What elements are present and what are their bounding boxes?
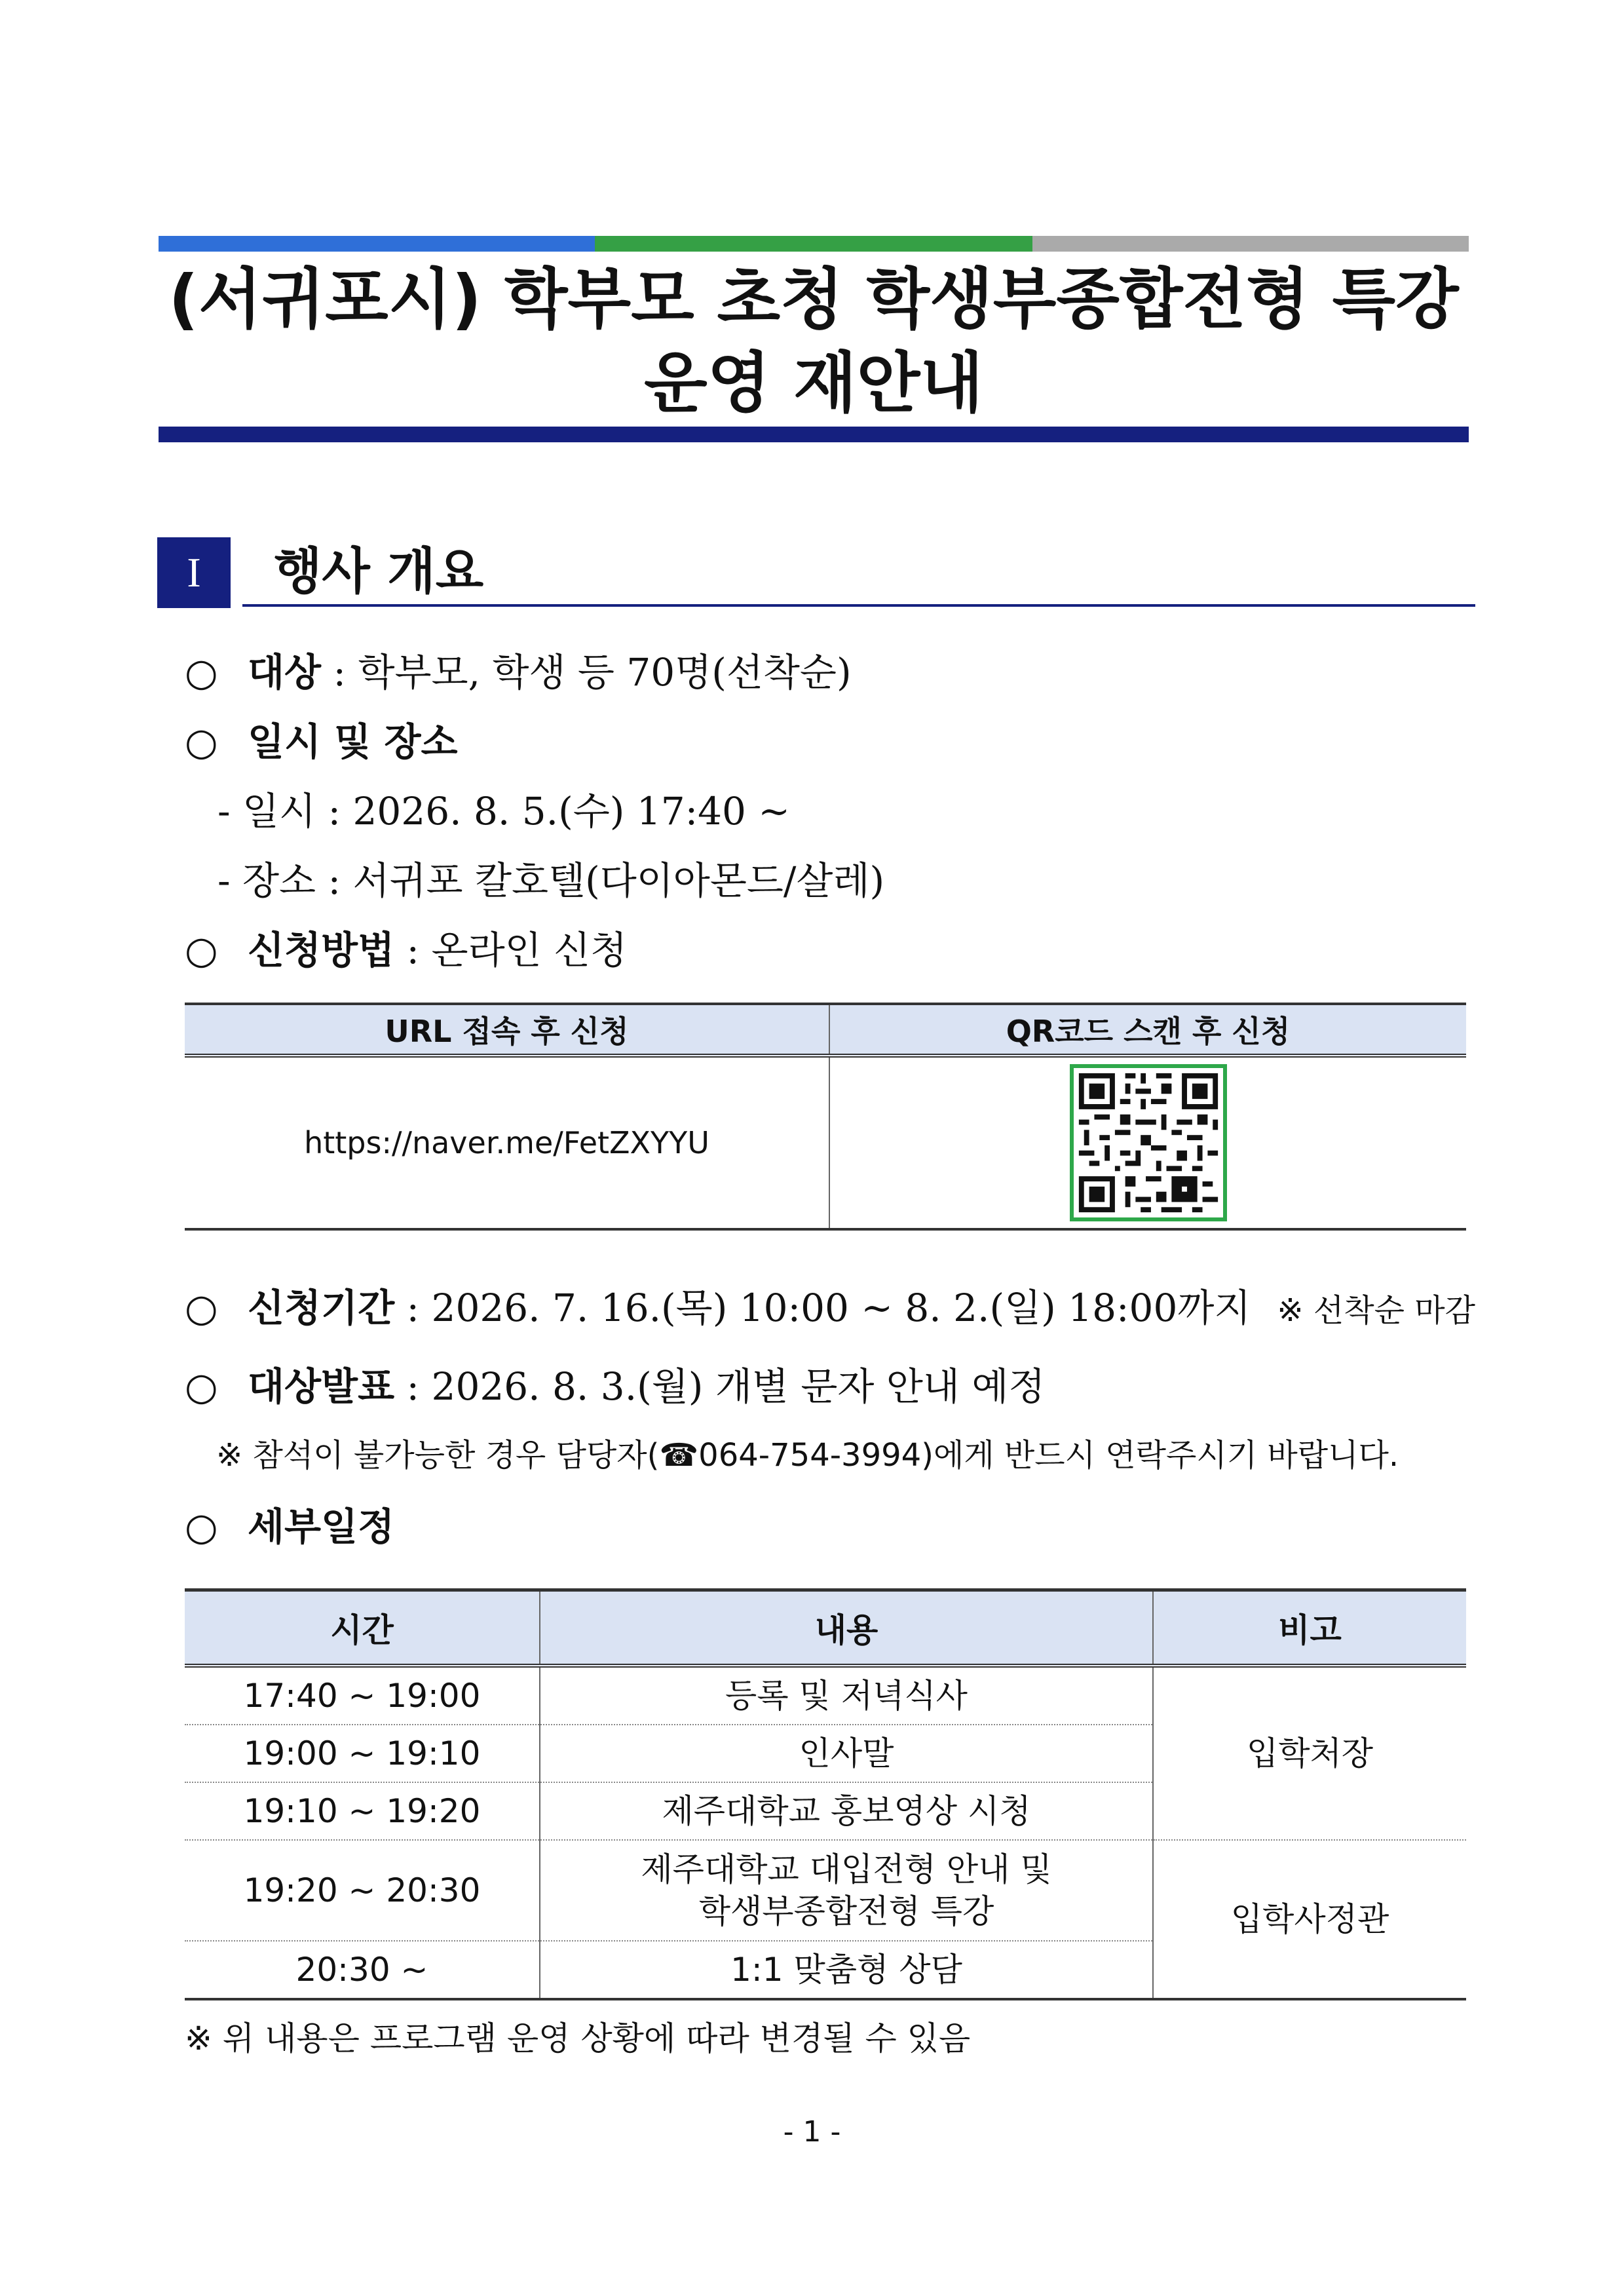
document-title-line2: 운영 재안내	[644, 345, 983, 421]
method-label: 신청방법	[248, 928, 395, 972]
datetime-place-label: 일시 및 장소	[248, 719, 458, 764]
bullet-method	[185, 924, 627, 976]
apply-header-url: URL 접속 후 신청	[185, 1004, 829, 1056]
announce-label: 대상발표	[248, 1364, 395, 1409]
period-value: 2026. 7. 16.(목) 10:00 ~ 8. 2.(일) 18:00까지	[431, 1286, 1251, 1330]
section-underline	[242, 604, 1475, 607]
row-content: 1:1 맞춤형 상담	[540, 1941, 1153, 1999]
schedule-header-time: 시간	[185, 1590, 540, 1666]
row-content-line2: 학생부종합전형 특강	[698, 1892, 994, 1930]
bullet-marker: ○	[185, 719, 218, 764]
method-sep: :	[394, 928, 432, 972]
schedule-label: 세부일정	[248, 1504, 395, 1549]
bullet-marker: ○	[185, 1364, 218, 1409]
title-bottom-bar	[159, 427, 1469, 442]
row-content: 등록 및 저녁식사	[540, 1666, 1153, 1725]
row-note-director: 입학처장	[1153, 1666, 1466, 1840]
bullet-datetime-place	[185, 716, 458, 768]
document-title-line1: (서귀포시) 학부모 초청 학생부종합전형 특강	[168, 261, 1459, 337]
apply-header-qr: QR코드 스캔 후 신청	[829, 1004, 1466, 1056]
target-value: 학부모, 학생 등 70명(선착순)	[358, 650, 852, 695]
target-sep: :	[321, 650, 358, 695]
target-label: 대상	[248, 650, 322, 695]
title-bar-blue	[159, 236, 595, 252]
footer-note: ※ 위 내용은 프로그램 운영 상황에 따라 변경될 수 있음	[185, 2019, 971, 2057]
bullet-marker: ○	[185, 1286, 218, 1330]
row-time: 19:00 ~ 19:10	[185, 1725, 540, 1782]
apply-url-link[interactable]: https://naver.me/FetZXYYU	[185, 1056, 829, 1229]
apply-table	[185, 1003, 1466, 1231]
contact-note: ※ 참석이 불가능한 경우 담당자(☎064-754-3994)에게 반드시 연락주시기 바랍니다.	[216, 1437, 1399, 1474]
row-content: 인사말	[540, 1725, 1153, 1782]
place-line: - 장소 : 서귀포 칼호텔(다이아몬드/살레)	[217, 858, 885, 903]
row-time: 17:40 ~ 19:00	[185, 1666, 540, 1725]
section-title: 행사 개요	[274, 542, 484, 600]
row-time: 19:10 ~ 19:20	[185, 1782, 540, 1840]
schedule-table	[185, 1588, 1466, 2000]
announce-value: 2026. 8. 3.(월) 개별 문자 안내 예정	[431, 1364, 1046, 1409]
schedule-header-note: 비고	[1153, 1590, 1466, 1666]
apply-qr-cell	[829, 1056, 1466, 1229]
period-label: 신청기간	[248, 1286, 395, 1330]
schedule-header-content: 내용	[540, 1590, 1153, 1666]
row-content-line1: 제주대학교 대입전형 안내 및	[641, 1850, 1052, 1888]
title-bar-gray	[1032, 236, 1469, 252]
row-time: 20:30 ~	[185, 1941, 540, 1999]
bullet-marker: ○	[185, 650, 218, 695]
qr-code-icon[interactable]	[1070, 1064, 1227, 1221]
row-note-officer: 입학사정관	[1153, 1840, 1466, 1999]
announce-sep: :	[394, 1364, 432, 1409]
period-sep: :	[394, 1286, 432, 1330]
bullet-marker: ○	[185, 928, 218, 972]
bullet-marker: ○	[185, 1504, 218, 1549]
method-value: 온라인 신청	[431, 928, 628, 972]
datetime-line: - 일시 : 2026. 8. 5.(수) 17:40 ~	[217, 789, 790, 833]
row-content: 제주대학교 홍보영상 시청	[540, 1782, 1153, 1840]
table-row	[185, 1666, 1466, 1725]
period-note: ※ 선착순 마감	[1277, 1292, 1475, 1329]
table-row	[185, 1840, 1466, 1941]
title-bar-green	[595, 236, 1032, 252]
bullet-announce	[185, 1360, 1045, 1413]
section-number: I	[157, 537, 231, 608]
qr-code-graphic	[1074, 1068, 1223, 1217]
row-content	[540, 1840, 1153, 1941]
bullet-target	[185, 646, 852, 698]
bullet-schedule	[185, 1501, 394, 1553]
title-top-bar	[159, 236, 1469, 252]
bullet-period	[185, 1282, 1475, 1337]
row-time: 19:20 ~ 20:30	[185, 1840, 540, 1941]
page-number: - 1 -	[783, 2115, 841, 2149]
